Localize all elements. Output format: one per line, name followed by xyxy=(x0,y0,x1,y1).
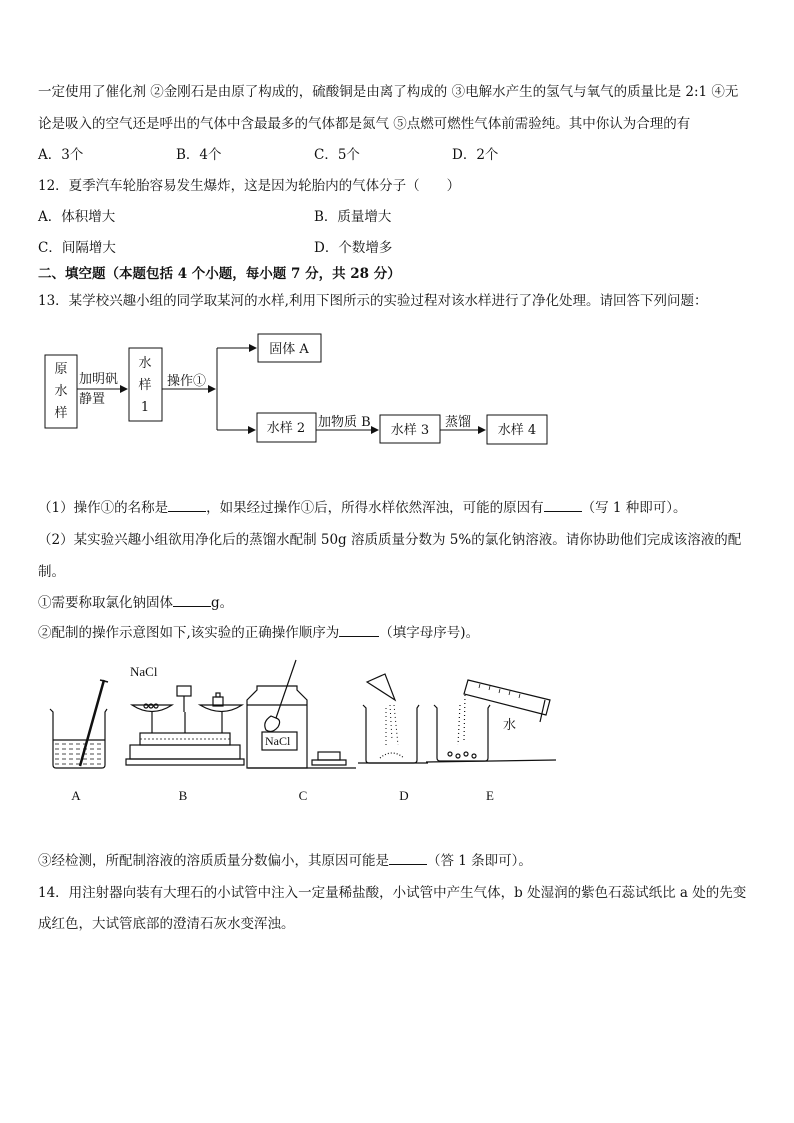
apparatus-letter-c: C xyxy=(298,788,308,800)
sample1-char-2: 样 xyxy=(138,378,152,393)
add-b-label: 加物质 B xyxy=(318,415,371,430)
sample2-label: 水样 2 xyxy=(266,421,306,436)
q12-stem: 12．夏季汽车轮胎容易发生爆炸，这是因为轮胎内的气体分子（ ） xyxy=(38,178,461,194)
apparatus-letter-d: D xyxy=(399,788,409,800)
q11-line1: 一定使用了催化剂 ②金刚石是由原了构成的，硫酸铜是由离了构成的 ③电解水产生的氢气与氧气的质量比是 2:1 ④无 xyxy=(38,84,739,100)
q14-line1: 14．用注射器向装有大理石的小试管中注入一定量稀盐酸，小试管中产生气体，b 处湿润的紫色石蕊试纸比 a 处的先变 xyxy=(38,885,747,901)
section-heading: 二、填空题（本题包括 4 个小题，每小题 7 分，共 28 分） xyxy=(38,266,401,282)
q13-part1-text-c: （写 1 种即可）。 xyxy=(581,500,687,516)
beaker-stirring-a xyxy=(50,680,108,768)
q13-part3 xyxy=(38,852,532,870)
raw-char-2: 水 xyxy=(54,384,68,399)
sample3-label: 水样 3 xyxy=(390,423,430,438)
q11-option-b: B．4个 xyxy=(176,147,222,163)
nacl-label-bottle: NaCl xyxy=(265,734,291,748)
q13-part2-q1-text-a: ①需要称取氯化钠固体 xyxy=(38,595,173,611)
step-alum-label: 加明矾 xyxy=(79,372,119,387)
apparatus-letter-a: A xyxy=(71,788,81,800)
q11-line2: 论是吸入的空气还是呼出的气体中含最最多的气体都是氮气 ⑤点燃可燃性气体前需验纯。其中你认为合理的有 xyxy=(38,116,691,132)
q13-part3-text-b: （答 1 条即可）。 xyxy=(427,853,532,869)
q13-part2-q2-text-b: （填字母序号)。 xyxy=(379,625,480,641)
q12-option-c: C．间隔增大 xyxy=(38,240,116,256)
water-label: 水 xyxy=(503,718,517,733)
reagent-bottle-c xyxy=(247,660,356,768)
q13-part1-text-a: （1）操作①的名称是 xyxy=(38,500,169,516)
sample4-label: 水样 4 xyxy=(497,423,537,438)
q11-option-d: D．2个 xyxy=(452,147,499,163)
apparatus-letter-b: B xyxy=(178,788,188,800)
solid-a-label: 固体 A xyxy=(269,342,309,357)
beaker-pouring-d xyxy=(358,674,428,763)
q13-part3-text-a: ③经检测，所配制溶液的溶质质量分数偏小，其原因可能是 xyxy=(38,853,389,869)
q13-part2-q1-text-b: g。 xyxy=(211,595,234,611)
q12-option-d: D．个数增多 xyxy=(314,240,393,256)
q13-part2-line1: （2）某实验兴趣小组欲用净化后的蒸馏水配制 50g 溶质质量分数为 5%的氯化钠溶液。请你协助他们完成该溶液的配 xyxy=(38,532,742,548)
answer-blank-error-reason[interactable] xyxy=(389,852,427,865)
balance-b xyxy=(126,686,244,765)
q11-option-c: C．5个 xyxy=(314,147,360,163)
sample1-char-1: 水 xyxy=(138,356,152,371)
q13-part1-text-b: ，如果经过操作①后，所得水样依然浑浊，可能的原因有 xyxy=(206,500,544,516)
q12-option-b: B．质量增大 xyxy=(314,209,392,225)
q13-part2-line2: 制。 xyxy=(38,564,65,580)
apparatus-letter-e: E xyxy=(486,788,494,800)
step-settle-label: 静置 xyxy=(79,392,106,407)
raw-char-3: 样 xyxy=(54,406,68,421)
nacl-label-balance: NaCl xyxy=(130,664,158,679)
raw-char-1: 原 xyxy=(54,362,68,377)
sample1-char-3: 1 xyxy=(140,400,150,415)
q14-line2: 成红色，大试管底部的澄清石灰水变浑浊。 xyxy=(38,916,295,932)
q13-part2-q2-text-a: ②配制的操作示意图如下,该实验的正确操作顺序为 xyxy=(38,625,340,641)
q13-stem: 13．某学校兴趣小组的同学取某河的水样,利用下图所示的实验过程对该水样进行了净化处理。请回答下列问题： xyxy=(38,293,708,309)
q11-option-a: A．3个 xyxy=(38,147,84,163)
op1-label: 操作① xyxy=(167,374,207,389)
distill-label: 蒸馏 xyxy=(445,415,472,430)
q12-option-a: A．体积增大 xyxy=(38,209,116,225)
beaker-cylinder-e xyxy=(426,680,556,762)
